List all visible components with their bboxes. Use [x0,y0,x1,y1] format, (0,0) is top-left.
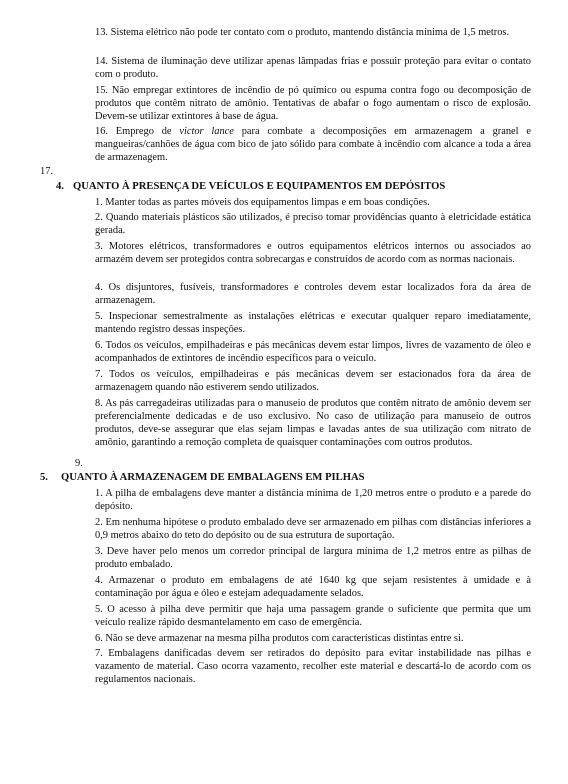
list-item: 13. Sistema elétrico não pode ter contato com o produto, mantendo distância mínima de 1,5 metros. [95,27,510,38]
list-item: 4. Armazenar o produto em embalagens de até 1640 kg que sejam resistentes à umidade e à contaminação por água e óleo e estejam adequadamente selados. [95,575,531,599]
list-item: 4. Os disjuntores, fusíveis, transformadores e controles devem estar localizados fora da área de armazenagem. [95,282,531,306]
list-item: 8. As pás carregadeiras utilizadas para o manuseio de produtos que contêm nitrato de amônio devem ser preferencialmente dedicadas e de uso exclusivo. No caso de utilização para manuseio de outros produtos, deve-se assegurar que elas sejam limpas e lavadas antes de sua utilização com nitrato de amônio, garantindo a remoção completa de quaisquer contaminações com outros produtos. [95,398,531,448]
list-item: 2. Em nenhuma hipótese o produto embalado deve ser armazenado em pilhas com distâncias inferiores a 0,9 metros abaixo do teto do depósito ou de sua estrutura de suportação. [95,517,531,541]
list-item: 7. Embalagens danificadas devem ser retirados do depósito para evitar instabilidade nas pilhas e vazamento de material. Caso ocorra vazamento, recolher este material e descartá-lo de acordo com os regulamentos nacionais. [95,648,531,685]
section-heading [40,471,540,484]
section-heading [56,180,536,193]
list-item: 14. Sistema de iluminação deve utilizar apenas lâmpadas frias e possuir proteção para evitar o contato com o produto. [95,56,531,80]
list-item: 6. Não se deve armazenar na mesma pilha produtos com características distintas entre si. [95,633,464,644]
list-item: 1. A pilha de embalagens deve manter a distância mínima de 1,20 metros entre o produto e a parede do depósito. [95,488,531,512]
list-item: 5. Inspecionar semestralmente as instalações elétricas e executar qualquer reparo imediatamente, mantendo registro dessas inspeções. [95,311,531,335]
list-item: 6. Todos os veículos, empilhadeiras e pás mecânicas devem estar limpos, livres de vazamento de óleo e acompanhados de extintores de incêndio específicos para o veículo. [95,340,531,364]
stray-list-number: 9. [75,458,83,469]
section-number: 4. [56,181,64,192]
list-item: 15. Não empregar extintores de incêndio de pó químico ou espuma contra fogo ou decomposição de produtos que contêm nitrato de amônio. Tentativas de abafar o fogo aumentam o risco de explosão. Devem-se utilizar extintores à base de água. [95,85,531,122]
list-item: 3. Deve haver pelo menos um corredor principal de largura mínima de 1,2 metros entre as pilhas de produto embalado. [95,546,531,570]
list-item: 1. Manter todas as partes móveis dos equipamentos limpas e em boas condições. [95,197,430,208]
section-title: QUANTO À ARMAZENAGEM DE EMBALAGENS EM PILHAS [61,472,365,483]
list-item: 2. Quando materiais plásticos são utilizados, é preciso tomar providências quanto à eletricidade estática gerada. [95,212,531,236]
list-item: 7. Todos os veículos, empilhadeiras e pás mecânicas devem ser estacionados fora da área de armazenagem quando não estiverem sendo utilizados. [95,369,531,393]
section-number: 5. [40,472,48,483]
list-item: 16. Emprego de victor lance para combate a decomposições em armazenagem a granel e mangueiras/canhões de água com bico de jato sólido para combate à incêndio com alcance a toda a área de armazenagem. [95,126,531,163]
emphasis-text: victor lance [179,126,234,137]
stray-list-number: 17. [40,166,53,177]
list-item: 3. Motores elétricos, transformadores e outros equipamentos elétricos internos ou associados ao armazém devem ser protegidos contra sobrecargas e construídos de acordo com as normas nacionais. [95,241,531,265]
list-item: 5. O acesso à pilha deve permitir que haja uma passagem grande o suficiente que permita que um veículo realize rápido desmantelamento em caso de emergência. [95,604,531,628]
section-title: QUANTO À PRESENÇA DE VEÍCULOS E EQUIPAMENTOS EM DEPÓSITOS [73,181,446,192]
